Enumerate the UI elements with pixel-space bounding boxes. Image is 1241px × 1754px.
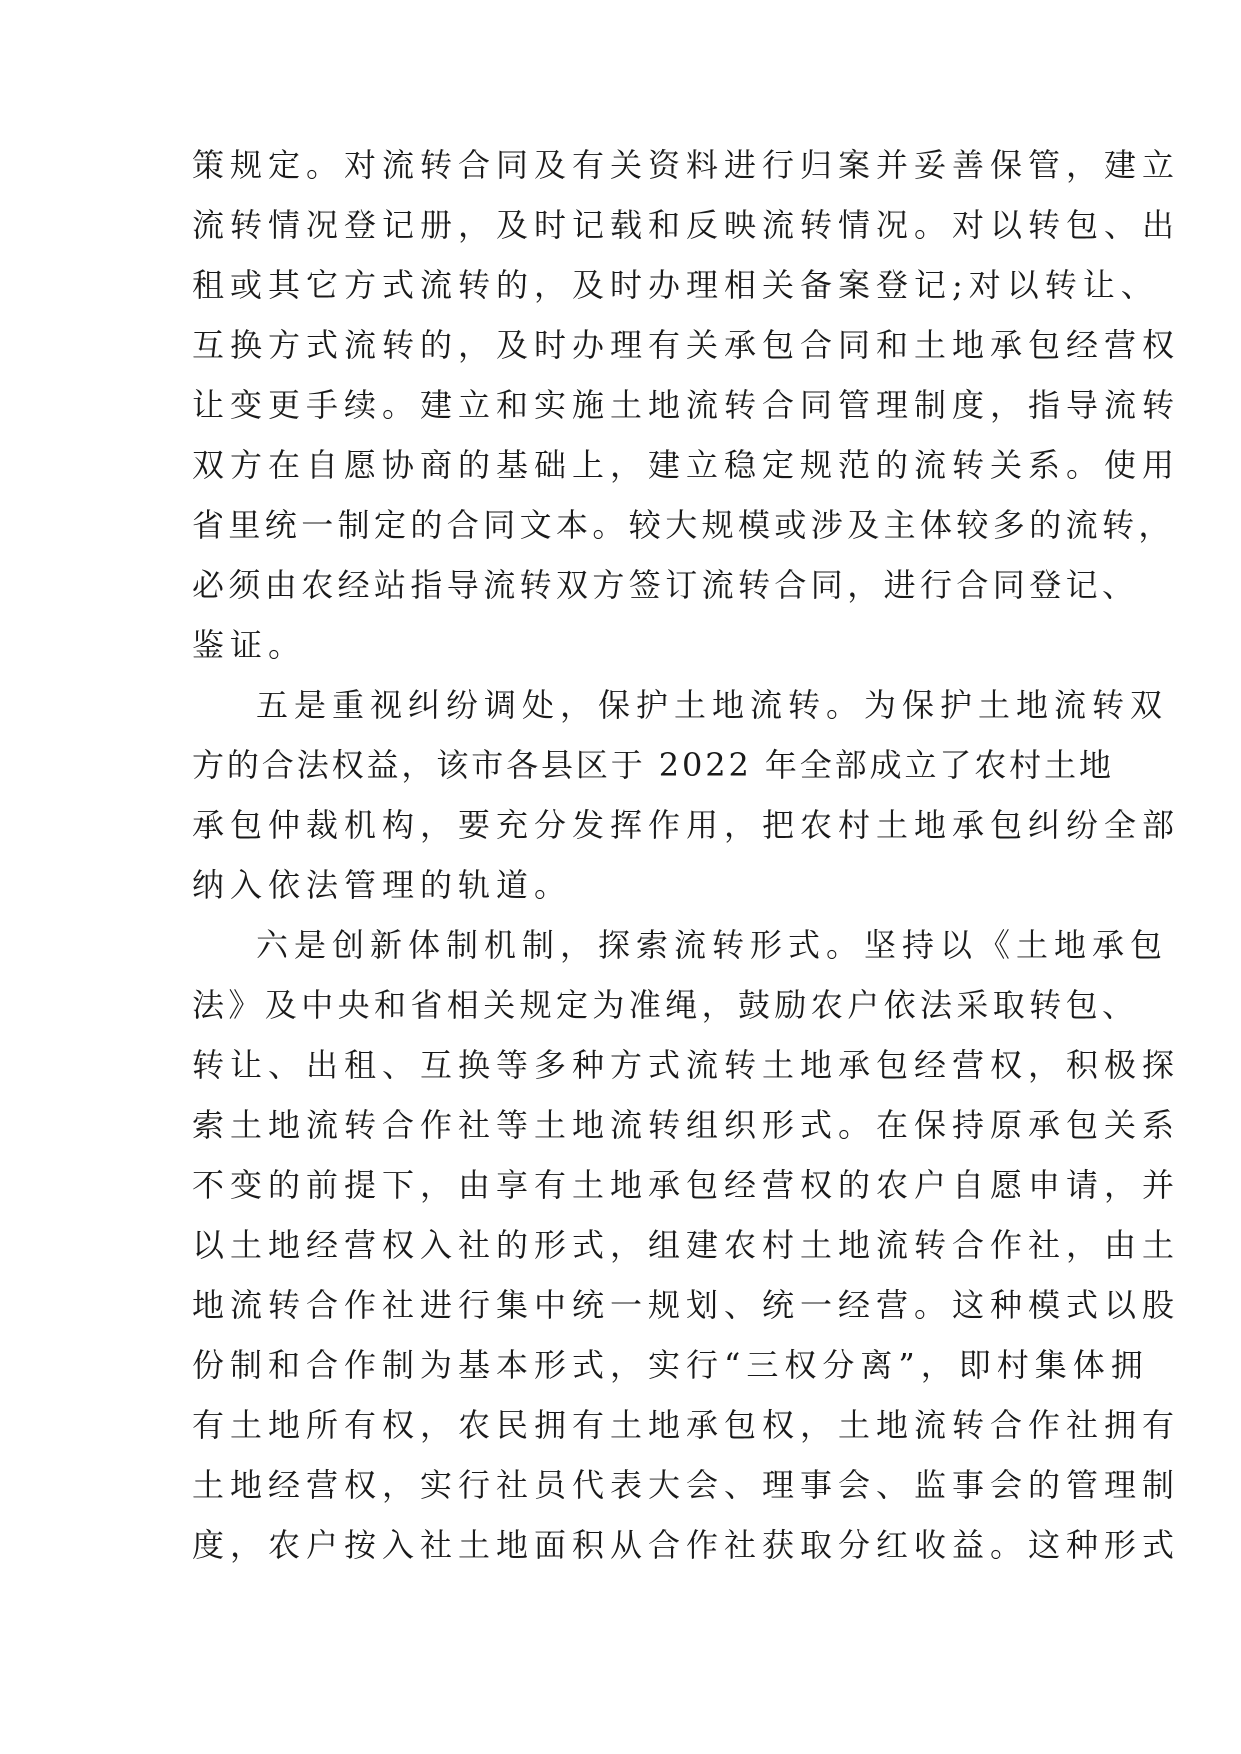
text-line: 以土地经营权入社的形式，组建农村土地流转合作社，由土: [192, 1226, 1181, 1264]
paragraph-start-line: 五是重视纠纷调处，保护土地流转。为保护土地流转双: [256, 686, 1169, 724]
text-line: 土地经营权，实行社员代表大会、理事会、监事会的管理制: [192, 1466, 1181, 1504]
text-line: 法》及中央和省相关规定为准绳，鼓励农户依法采取转包、: [192, 986, 1139, 1024]
text-line: 鉴证。: [192, 626, 307, 664]
paragraph-start-line: 六是创新体制机制，探索流转形式。坚持以《土地承包: [256, 926, 1169, 964]
text-line: 流转情况登记册，及时记载和反映流转情况。对以转包、出: [192, 206, 1181, 244]
text-line: 索土地流转合作社等土地流转组织形式。在保持原承包关系: [192, 1106, 1181, 1144]
text-line: 双方在自愿协商的基础上，建立稳定规范的流转关系。使用: [192, 446, 1181, 484]
text-line: 省里统一制定的合同文本。较大规模或涉及主体较多的流转，: [192, 506, 1175, 544]
text-line: 不变的前提下，由享有土地承包经营权的农户自愿申请，并: [192, 1166, 1181, 1204]
text-line: 份制和合作制为基本形式，实行“三权分离”，即村集体拥: [192, 1346, 1149, 1384]
text-line: 互换方式流转的，及时办理有关承包合同和土地承包经营权: [192, 326, 1181, 364]
text-line: 租或其它方式流转的，及时办理相关备案登记;对以转让、: [192, 266, 1159, 304]
text-line: 转让、出租、互换等多种方式流转土地承包经营权，积极探: [192, 1046, 1181, 1084]
text-line: 度，农户按入社土地面积从合作社获取分红收益。这种形式: [192, 1526, 1181, 1564]
text-line: 地流转合作社进行集中统一规划、统一经营。这种模式以股: [192, 1286, 1181, 1324]
text-line: 必须由农经站指导流转双方签订流转合同，进行合同登记、: [192, 566, 1139, 604]
text-line: 承包仲裁机构，要充分发挥作用，把农村土地承包纠纷全部: [192, 806, 1181, 844]
text-line: 纳入依法管理的轨道。: [192, 866, 573, 904]
text-line: 策规定。对流转合同及有关资料进行归案并妥善保管，建立: [192, 146, 1181, 184]
text-line: 方的合法权益，该市各县区于 2022 年全部成立了农村土地: [192, 746, 1114, 784]
text-line: 有土地所有权，农民拥有土地承包权，土地流转合作社拥有: [192, 1406, 1181, 1444]
text-line: 让变更手续。建立和实施土地流转合同管理制度，指导流转: [192, 386, 1181, 424]
